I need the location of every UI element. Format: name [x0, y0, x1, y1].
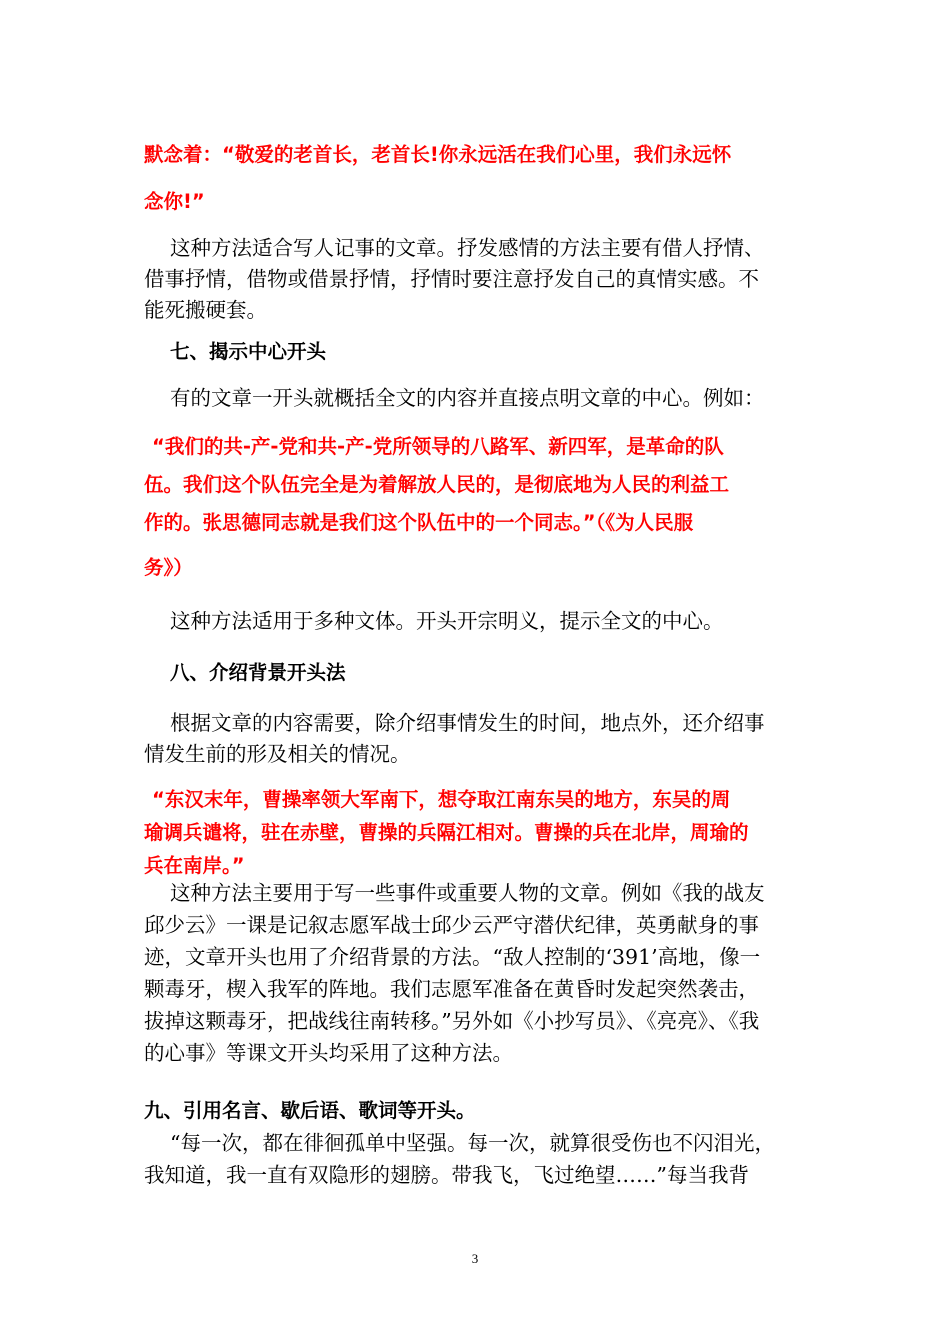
- text-line: 有的文章一开头就概括全文的内容并直接点明文章的中心。例如：: [170, 386, 765, 410]
- red-quote-3: [144, 783, 816, 882]
- text-line: 这种方法适合写人记事的文章。抒发感情的方法主要有借人抒情、: [170, 236, 765, 260]
- text-line: 拔掉这颗毒牙，把战线往南转移。”另外如《小抄写员》、《亮亮》、《我: [144, 1009, 760, 1033]
- heading-section-7: 七、揭示中心开头: [170, 340, 327, 363]
- text-line: 邱少云》一课是记叙志愿军战士邱少云严守潜伏纪律，英勇献身的事: [144, 913, 759, 937]
- text-line: 迹，文章开头也用了介绍背景的方法。“敌人控制的‘391’高地，像一: [144, 945, 761, 969]
- page-number: 3: [471, 1251, 479, 1266]
- paragraph-center-intro: [144, 383, 808, 414]
- paragraph-lyric-method: [144, 233, 808, 326]
- text-line: 颗毒牙，楔入我军的阵地。我们志愿军准备在黄昏时发起突然袭击，: [144, 977, 759, 1001]
- text-line: 这种方法主要用于写一些事件或重要人物的文章。例如《我的战友: [170, 881, 765, 905]
- text-line: 瑜调兵谴将，驻在赤壁，曹操的兵隔江相对。曹操的兵在北岸，周瑜的: [144, 821, 749, 844]
- text-line: 这种方法适用于多种文体。开头开宗明义，提示全文的中心。: [170, 609, 724, 633]
- text-line: 兵在南岸。”: [144, 854, 245, 877]
- paragraph-background-intro: [144, 708, 808, 770]
- text-line: 念你!”: [144, 190, 205, 213]
- text-line: 务》）: [144, 556, 193, 579]
- text-line: “东汉末年，曹操率领大军南下，想夺取江南东吴的地方，东吴的周: [152, 788, 731, 811]
- text-line: 默念着：“敬爱的老首长，老首长!你永远活在我们心里，我们永远怀: [144, 143, 732, 166]
- text-line: 能死搬硬套。: [144, 298, 267, 322]
- text-line: 根据文章的内容需要，除介绍事情发生的时间，地点外，还介绍事: [170, 711, 765, 735]
- text-line: 作的。张思德同志就是我们这个队伍中的一个同志。”（《为人民服: [144, 511, 694, 534]
- text-line: 我知道，我一直有双隐形的翅膀。带我飞，飞过绝望……”每当我背: [144, 1163, 749, 1187]
- heading-section-9: 九、引用名言、歇后语、歌词等开头。: [144, 1099, 476, 1122]
- paragraph-background-example: [144, 877, 808, 1069]
- text-line: “我们的共-产-党和共-产-党所领导的八路军、新四军，是革命的队: [152, 435, 724, 458]
- text-line: 情发生前的形及相关的情况。: [144, 742, 411, 766]
- text-line: 的心事》等课文开头均采用了这种方法。: [144, 1041, 513, 1065]
- heading-section-8: 八、介绍背景开头法: [170, 661, 346, 684]
- text-line: “每一次，都在徘徊孤单中坚强。每一次，就算很受伤也不闪泪光，: [170, 1131, 775, 1155]
- red-quote-1: [144, 131, 808, 225]
- paragraph-quote-lyrics: [144, 1127, 808, 1191]
- text-line: 借事抒情，借物或借景抒情，抒情时要注意抒发自己的真情实感。不: [144, 267, 759, 291]
- paragraph-multi-genre: [144, 606, 808, 637]
- red-quote-2: [144, 428, 816, 587]
- text-line: 伍。我们这个队伍完全是为着解放人民的，是彻底地为人民的利益工: [144, 473, 730, 496]
